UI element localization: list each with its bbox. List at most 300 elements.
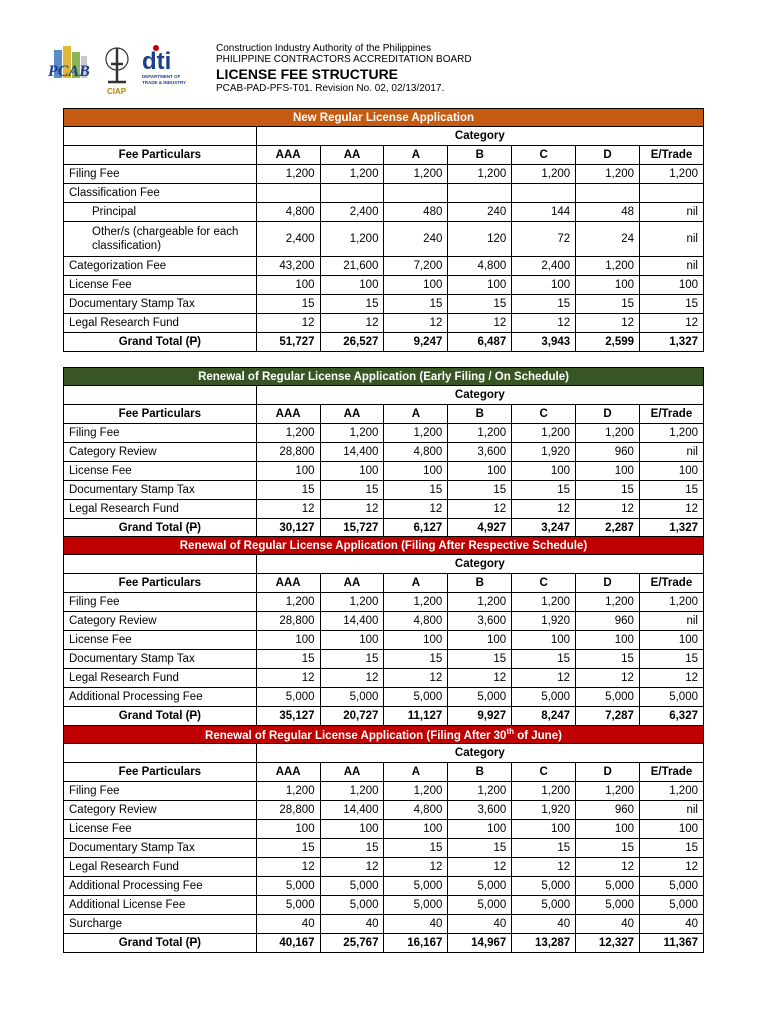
fee-label: Filing Fee — [64, 593, 257, 612]
fee-label: Legal Research Fund — [64, 500, 257, 519]
fee-value: 1,200 — [320, 593, 384, 612]
fee-value: 5,000 — [256, 688, 320, 707]
table-row — [64, 184, 704, 203]
fee-value: 1,200 — [256, 165, 320, 184]
fee-value: 100 — [320, 462, 384, 481]
fee-value: 15 — [320, 650, 384, 669]
grand-total-value: 6,127 — [384, 519, 448, 538]
fee-value: 100 — [384, 462, 448, 481]
fee-value: 1,200 — [384, 782, 448, 801]
fee-value: 5,000 — [320, 896, 384, 915]
fee-value: nil — [640, 801, 704, 820]
grand-total-row — [64, 934, 704, 953]
fee-value: 5,000 — [320, 877, 384, 896]
fee-value: 100 — [256, 276, 320, 295]
fee-value: 960 — [576, 612, 640, 631]
fee-value: 100 — [640, 276, 704, 295]
grand-total-value: 6,487 — [448, 333, 512, 352]
fee-value: 100 — [640, 820, 704, 839]
fee-label: Legal Research Fund — [64, 314, 257, 333]
grand-total-value: 2,599 — [576, 333, 640, 352]
column-header: B — [448, 574, 512, 593]
section-title-row — [64, 537, 704, 555]
fee-value: 5,000 — [576, 877, 640, 896]
section-title — [64, 537, 704, 555]
table-row — [64, 820, 704, 839]
fee-value: 12 — [576, 669, 640, 688]
fee-value: 1,200 — [512, 424, 576, 443]
column-header: AAA — [256, 146, 320, 165]
table-row — [64, 462, 704, 481]
fee-value: 3,600 — [448, 801, 512, 820]
fee-value: 1,200 — [576, 257, 640, 276]
fee-value: 15 — [448, 295, 512, 314]
fee-value: 15 — [576, 650, 640, 669]
grand-total-value: 25,767 — [320, 934, 384, 953]
fee-value: 15 — [640, 295, 704, 314]
fee-value: 1,200 — [448, 782, 512, 801]
blank-cell — [64, 555, 257, 574]
fee-value: 100 — [448, 631, 512, 650]
table-row — [64, 257, 704, 276]
column-header: C — [512, 574, 576, 593]
fee-value: 28,800 — [256, 612, 320, 631]
category-header: Category — [256, 386, 703, 405]
grand-total-value: 8,247 — [512, 707, 576, 726]
table-row — [64, 801, 704, 820]
document-title: LICENSE FEE STRUCTURE — [216, 66, 399, 82]
fee-value: 14,400 — [320, 612, 384, 631]
fee-value: 12 — [576, 500, 640, 519]
fee-value: 5,000 — [448, 877, 512, 896]
fee-value: 1,200 — [448, 165, 512, 184]
category-row — [64, 555, 704, 574]
fee-value: 100 — [256, 820, 320, 839]
column-header: AA — [320, 763, 384, 782]
grand-total-row — [64, 707, 704, 726]
fee-value: 5,000 — [384, 688, 448, 707]
column-header: E/Trade — [640, 146, 704, 165]
blank-cell — [64, 386, 257, 405]
blank-cell — [64, 127, 257, 146]
fee-table — [63, 536, 704, 726]
grand-total-value: 6,327 — [639, 707, 703, 726]
fee-value: 5,000 — [320, 688, 384, 707]
fee-value: 12 — [576, 314, 640, 333]
column-header-row — [64, 405, 704, 424]
grand-total-text: Grand Total ( — [118, 522, 190, 534]
grand-total-row — [64, 333, 704, 352]
grand-total-text: Grand Total ( — [118, 336, 190, 348]
fee-value: 1,200 — [639, 593, 703, 612]
category-row — [64, 386, 704, 405]
table-row — [64, 669, 704, 688]
fee-value: 1,200 — [512, 593, 576, 612]
fee-value — [576, 184, 640, 203]
fee-value: 14,400 — [320, 801, 384, 820]
grand-total-value: 4,927 — [448, 519, 512, 538]
fee-value: 24 — [576, 222, 640, 257]
fee-value: 12 — [448, 669, 512, 688]
fee-value: 4,800 — [256, 203, 320, 222]
fee-label: License Fee — [64, 820, 257, 839]
grand-total-value: 2,287 — [576, 519, 640, 538]
fee-value — [256, 184, 320, 203]
fee-value: 5,000 — [256, 896, 320, 915]
fee-value: 15 — [384, 295, 448, 314]
fee-value: 100 — [639, 462, 703, 481]
section-title-row — [64, 109, 704, 127]
peso-sign: P — [189, 522, 198, 534]
fee-value: 40 — [256, 915, 320, 934]
column-header: D — [576, 405, 640, 424]
fee-value: 1,200 — [256, 593, 320, 612]
fee-value: 15 — [576, 295, 640, 314]
fee-value — [384, 184, 448, 203]
column-header: A — [384, 405, 448, 424]
fee-value: 21,600 — [320, 257, 384, 276]
fee-value: 100 — [576, 820, 640, 839]
grand-total-value: 35,127 — [256, 707, 320, 726]
fee-value: 12 — [640, 858, 704, 877]
fee-value: 1,200 — [384, 424, 448, 443]
table-row — [64, 593, 704, 612]
fee-label: Documentary Stamp Tax — [64, 839, 257, 858]
fee-value: 15 — [640, 839, 704, 858]
grand-total-row — [64, 519, 704, 538]
svg-text:dti: dti — [142, 48, 172, 75]
table-row — [64, 165, 704, 184]
fee-value: 12 — [512, 669, 576, 688]
column-header-row — [64, 763, 704, 782]
fee-label: License Fee — [64, 462, 257, 481]
fee-value: 1,200 — [320, 424, 384, 443]
column-header: D — [576, 574, 640, 593]
fee-value: 100 — [512, 820, 576, 839]
column-header: AAA — [256, 763, 320, 782]
table-row — [64, 295, 704, 314]
section-title-text: New Regular License Application — [292, 111, 475, 124]
column-header: B — [448, 146, 512, 165]
fee-label: Documentary Stamp Tax — [64, 481, 257, 500]
section-title-text: Renewal of Regular License Application (Early Filing / On Schedule) — [198, 370, 569, 383]
grand-total-value: 12,327 — [576, 934, 640, 953]
fee-value: 12 — [512, 314, 576, 333]
grand-total-value: 9,247 — [384, 333, 448, 352]
fee-value: 100 — [512, 462, 576, 481]
fee-particulars-header: Fee Particulars — [64, 146, 257, 165]
ciap-logo — [106, 48, 128, 96]
fee-value: 5,000 — [576, 688, 640, 707]
fee-label: Additional Processing Fee — [64, 688, 257, 707]
fee-value: 5,000 — [639, 688, 703, 707]
fee-value: 100 — [256, 462, 320, 481]
fee-value: 1,200 — [448, 593, 512, 612]
table-row — [64, 481, 704, 500]
fee-value: 12 — [639, 669, 703, 688]
fee-value: 15 — [576, 481, 640, 500]
column-header: C — [512, 405, 576, 424]
fee-value: 100 — [256, 631, 320, 650]
document-header — [216, 43, 472, 94]
fee-label: Additional License Fee — [64, 896, 257, 915]
fee-value: 1,200 — [640, 782, 704, 801]
fee-value: 40 — [576, 915, 640, 934]
fee-value: 12 — [256, 314, 320, 333]
fee-value: 5,000 — [512, 688, 576, 707]
section-title — [64, 726, 704, 744]
fee-value: 12 — [320, 858, 384, 877]
fee-value: 5,000 — [448, 688, 512, 707]
fee-value: 4,800 — [384, 612, 448, 631]
fee-value: 40 — [320, 915, 384, 934]
column-header: B — [448, 763, 512, 782]
fee-value: 5,000 — [448, 896, 512, 915]
fee-particulars-header: Fee Particulars — [64, 405, 257, 424]
fee-value: 5,000 — [640, 896, 704, 915]
fee-label: Principal — [64, 203, 257, 222]
fee-value: 15 — [256, 295, 320, 314]
svg-text:TRADE & INDUSTRY: TRADE & INDUSTRY — [142, 80, 187, 85]
fee-value: 15 — [448, 481, 512, 500]
fee-value: 4,800 — [384, 443, 448, 462]
grand-total-value: 30,127 — [256, 519, 320, 538]
fee-value: 100 — [320, 820, 384, 839]
fee-label: Surcharge — [64, 915, 257, 934]
fee-value: 12 — [639, 500, 703, 519]
fee-value: 2,400 — [512, 257, 576, 276]
fee-value: 100 — [320, 276, 384, 295]
fee-value: 12 — [320, 500, 384, 519]
grand-total-value: 3,943 — [512, 333, 576, 352]
fee-value: 43,200 — [256, 257, 320, 276]
table-row — [64, 443, 704, 462]
grand-total-value: 26,527 — [320, 333, 384, 352]
fee-label: Category Review — [64, 443, 257, 462]
fee-value: 15 — [448, 839, 512, 858]
fee-value: 12 — [256, 858, 320, 877]
fee-value: 7,200 — [384, 257, 448, 276]
grand-total-close: ) — [197, 336, 201, 348]
section-title-sup: th — [506, 727, 515, 737]
grand-total-value: 20,727 — [320, 707, 384, 726]
fee-value: nil — [639, 443, 703, 462]
fee-value: 40 — [640, 915, 704, 934]
fee-value: 1,200 — [576, 593, 640, 612]
fee-value: 15 — [512, 650, 576, 669]
fee-value: 12 — [448, 314, 512, 333]
fee-value: 120 — [448, 222, 512, 257]
fee-value: 100 — [448, 820, 512, 839]
grand-total-value: 3,247 — [512, 519, 576, 538]
fee-label: Category Review — [64, 612, 257, 631]
fee-value: 12 — [576, 858, 640, 877]
fee-value: 100 — [576, 276, 640, 295]
grand-total-value: 11,127 — [384, 707, 448, 726]
blank-cell — [64, 744, 257, 763]
section-title-tail: of June) — [514, 729, 562, 742]
fee-value: 15 — [576, 839, 640, 858]
fee-label: License Fee — [64, 631, 257, 650]
fee-label: Documentary Stamp Tax — [64, 650, 257, 669]
fee-particulars-header: Fee Particulars — [64, 763, 257, 782]
fee-value: 28,800 — [256, 801, 320, 820]
fee-label: License Fee — [64, 276, 257, 295]
table-row — [64, 222, 704, 257]
grand-total-value: 16,167 — [384, 934, 448, 953]
grand-total-value: 14,967 — [448, 934, 512, 953]
fee-value: 5,000 — [384, 877, 448, 896]
fee-value — [512, 184, 576, 203]
grand-total-value: 40,167 — [256, 934, 320, 953]
column-header: A — [384, 763, 448, 782]
fee-value: 1,200 — [576, 424, 640, 443]
fee-value: 15 — [512, 295, 576, 314]
fee-value: 72 — [512, 222, 576, 257]
table-row — [64, 500, 704, 519]
fee-table — [63, 725, 704, 953]
peso-sign: P — [189, 336, 198, 348]
fee-value: 100 — [512, 631, 576, 650]
fee-value: 1,200 — [384, 165, 448, 184]
column-header: C — [512, 146, 576, 165]
column-header: E/Trade — [639, 405, 703, 424]
section-title-text: Renewal of Regular License Application (Filing After 30 — [205, 729, 507, 742]
fee-value: 40 — [384, 915, 448, 934]
section-title — [64, 368, 704, 386]
fee-value: 12 — [384, 500, 448, 519]
grand-total-value: 15,727 — [320, 519, 384, 538]
fee-label: Additional Processing Fee — [64, 877, 257, 896]
fee-value: 1,200 — [639, 424, 703, 443]
fee-value: 15 — [512, 481, 576, 500]
fee-value: 12 — [448, 858, 512, 877]
fee-value: 12 — [384, 858, 448, 877]
fee-value: 2,400 — [320, 203, 384, 222]
fee-value: 3,600 — [448, 612, 512, 631]
fee-value — [640, 184, 704, 203]
fee-value: 15 — [256, 650, 320, 669]
fee-value: 100 — [639, 631, 703, 650]
fee-value: 1,200 — [256, 782, 320, 801]
fee-value: 240 — [384, 222, 448, 257]
fee-label: Legal Research Fund — [64, 669, 257, 688]
column-header-row — [64, 146, 704, 165]
dti-logo — [142, 45, 186, 85]
fee-value: 100 — [576, 462, 640, 481]
fee-particulars-header: Fee Particulars — [64, 574, 257, 593]
fee-value: nil — [640, 222, 704, 257]
fee-value: 1,200 — [576, 782, 640, 801]
grand-total-value: 7,287 — [576, 707, 640, 726]
fee-table — [63, 367, 704, 538]
table-row — [64, 688, 704, 707]
table-row — [64, 203, 704, 222]
fee-value: 12 — [384, 314, 448, 333]
fee-value: 1,200 — [448, 424, 512, 443]
fee-value: 100 — [448, 276, 512, 295]
table-row — [64, 858, 704, 877]
table-row — [64, 839, 704, 858]
category-row — [64, 127, 704, 146]
section-title — [64, 109, 704, 127]
fee-value: 15 — [639, 481, 703, 500]
column-header: AA — [320, 405, 384, 424]
fee-value: 4,800 — [448, 257, 512, 276]
table-row — [64, 276, 704, 295]
grand-total-close: ) — [197, 937, 201, 949]
fee-value: 100 — [576, 631, 640, 650]
svg-text:CIAP: CIAP — [107, 87, 127, 96]
fee-value: 12 — [448, 500, 512, 519]
fee-value: nil — [639, 612, 703, 631]
fee-value: 1,200 — [512, 782, 576, 801]
fee-label: Legal Research Fund — [64, 858, 257, 877]
agency-logos — [44, 42, 214, 100]
fee-value: 5,000 — [384, 896, 448, 915]
fee-value: 15 — [320, 839, 384, 858]
fee-value: 5,000 — [512, 877, 576, 896]
fee-value: 4,800 — [384, 801, 448, 820]
fee-label: Category Review — [64, 801, 257, 820]
fee-value: 15 — [448, 650, 512, 669]
fee-label: Other/s (chargeable for each classification) — [64, 222, 257, 257]
fee-value: 1,920 — [512, 443, 576, 462]
fee-label: Categorization Fee — [64, 257, 257, 276]
fee-value: 14,400 — [320, 443, 384, 462]
fee-value: 960 — [576, 443, 640, 462]
fee-value: 15 — [384, 839, 448, 858]
category-header: Category — [256, 555, 703, 574]
fee-value: 5,000 — [576, 896, 640, 915]
grand-total-label — [64, 333, 257, 352]
fee-value: 12 — [512, 858, 576, 877]
column-header: C — [512, 763, 576, 782]
fee-value: nil — [640, 257, 704, 276]
table-row — [64, 631, 704, 650]
fee-label: Documentary Stamp Tax — [64, 295, 257, 314]
grand-total-text: Grand Total ( — [118, 937, 190, 949]
column-header: E/Trade — [639, 574, 703, 593]
pcab-logo — [47, 46, 90, 80]
fee-value: 100 — [448, 462, 512, 481]
column-header: AAA — [256, 574, 320, 593]
fee-value: 3,600 — [448, 443, 512, 462]
fee-value: 1,200 — [256, 424, 320, 443]
fee-label: Filing Fee — [64, 424, 257, 443]
column-header: AA — [320, 146, 384, 165]
table-row — [64, 782, 704, 801]
fee-value: 15 — [320, 481, 384, 500]
fee-value: 15 — [256, 839, 320, 858]
fee-value: 1,200 — [640, 165, 704, 184]
table-row — [64, 612, 704, 631]
fee-value: 12 — [384, 669, 448, 688]
fee-value: 12 — [640, 314, 704, 333]
revision-info: PCAB-PAD-PFS-T01. Revision No. 02, 02/13/2017. — [216, 83, 445, 94]
column-header: AAA — [256, 405, 320, 424]
fee-value: 1,200 — [384, 593, 448, 612]
fee-value: 240 — [448, 203, 512, 222]
grand-total-value: 1,327 — [639, 519, 703, 538]
column-header: A — [384, 146, 448, 165]
fee-value: 1,200 — [320, 222, 384, 257]
grand-total-value: 51,727 — [256, 333, 320, 352]
fee-value: 12 — [512, 500, 576, 519]
fee-label: Filing Fee — [64, 782, 257, 801]
grand-total-label — [64, 707, 257, 726]
fee-value: 100 — [320, 631, 384, 650]
